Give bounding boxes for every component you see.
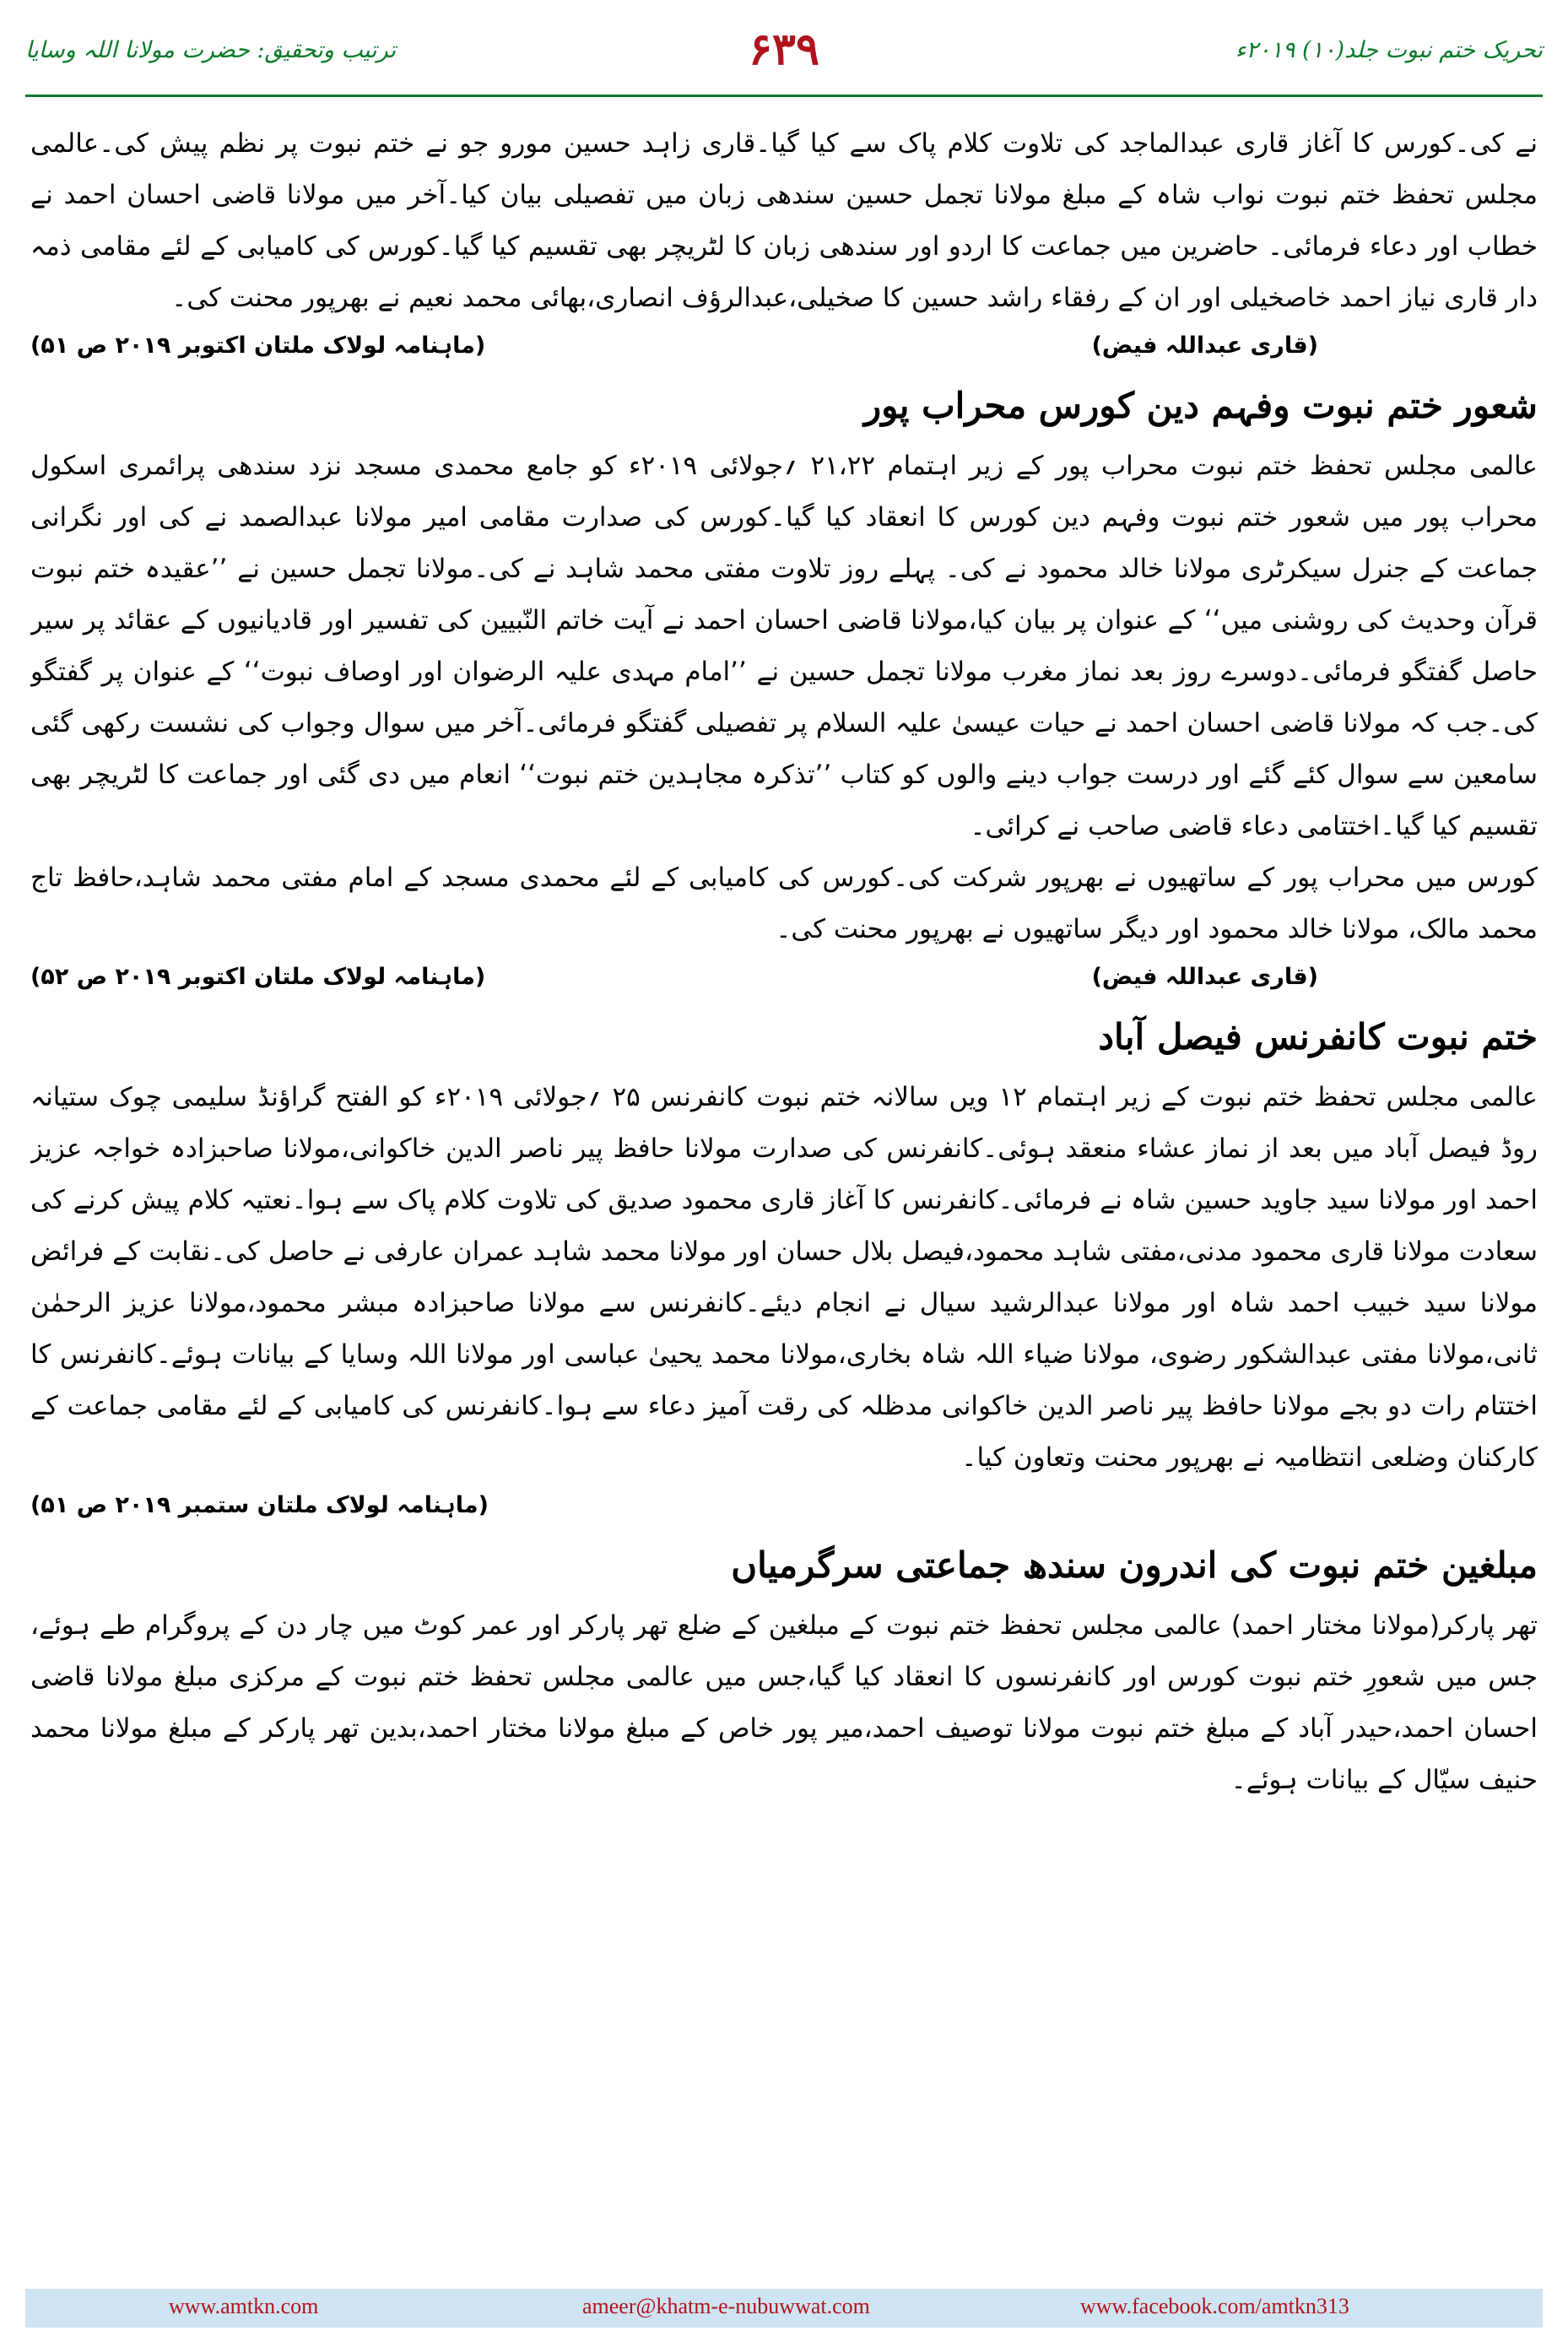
section-heading: ختم نبوت کانفرنس فیصل آباد (1098, 1016, 1538, 1057)
section-faisalabad (30, 1006, 1538, 1526)
citation-row (30, 957, 1538, 998)
compiler-credit: ترتیب وتحقیق: حضرت مولانا اللہ وسایا (25, 37, 396, 63)
email-link[interactable]: ameer@khatm-e-nubuwwat.com (582, 2294, 870, 2318)
section-heading: مبلغین ختم نبوت کی اندرون سندھ جماعتی سرگرمیاں (731, 1544, 1538, 1586)
source-citation: (ماہنامہ لولاک ملتان ستمبر ۲۰۱۹ ص ۵۱) (30, 1492, 489, 1518)
page-header (25, 24, 1543, 91)
page-body (30, 118, 1538, 2262)
paragraph: نے کی۔کورس کا آغاز قاری عبدالماجد کی تلاوت کلام پاک سے کیا گیا۔قاری زاہد حسین مورو جو نے ختم نبوت پر نظم پیش کی۔عالمی مجلس تحفظ ختم نبوت نواب شاہ کے مبلغ مولانا تجمل حسین سندھی زبان میں تفصیلی بیان کیا۔آخر میں مولانا قاضی احسان احمد نے خطاب اور دعاء فرمائی۔ حاضرین میں جماعت کا اردو اور سندھی زبان کا لٹریچر بھی تقسیم کیا گیا۔کورس کی کامیابی کے لئے مقامی ذمہ دار قاری نیاز احمد خاصخیلی اور ان کے رفقاء راشد حسین کا صخیلی،عبدالرؤف انصاری،بھائی محمد نعیم نے بھرپور محنت کی۔ (30, 128, 1538, 313)
section-heading: شعور ختم نبوت وفہم دین کورس محراب پور (863, 385, 1538, 426)
header-divider (25, 95, 1543, 97)
section-sindh (30, 1534, 1538, 1806)
section-mehrab-pur (30, 375, 1538, 998)
citation-row (30, 1485, 1538, 1526)
author-credit: (قاری عبداللہ فیض) (1091, 964, 1318, 990)
page-number: ۶۳۹ (749, 24, 819, 75)
paragraph: کورس میں محراب پور کے ساتھیوں نے بھرپور شرکت کی۔کورس کی کامیابی کے لئے محمدی مسجد کے امام مفتی محمد شاہد،حافظ تاج محمد مالک، مولانا خالد محمود اور دیگر ساتھیوں نے بھرپور محنت کی۔ (30, 863, 1538, 944)
facebook-link[interactable]: www.facebook.com/amtkn313 (1080, 2294, 1349, 2318)
paragraph: تھر پارکر(مولانا مختار احمد) عالمی مجلس تحفظ ختم نبوت کے مبلغین کے ضلع تھر پارکر اور عمر کوٹ میں چار دن کے پروگرام طے ہوئے، جس میں شعورِ ختم نبوت کورس اور کانفرنسوں کا انعقاد کیا گیا،جس میں عالمی مجلس تحفظ ختم نبوت کے مرکزی مبلغ مولانا قاضی احسان احمد،حیدر آباد کے مبلغ ختم نبوت مولانا توصیف احمد،میر پور خاص کے مبلغ مولانا مختار احمد،بدین تھر پارکر کے مبلغ مولانا محمد حنیف سیّال کے بیانات ہوئے۔ (30, 1610, 1538, 1795)
source-citation: (ماہنامہ لولاک ملتان اکتوبر ۲۰۱۹ ص ۵۲) (30, 964, 486, 990)
page-footer (25, 2289, 1543, 2328)
paragraph: عالمی مجلس تحفظ ختم نبوت کے زیر اہتمام ۱۲ ویں سالانہ ختم نبوت کانفرنس ۲۵ ؍جولائی ۲۰۱۹ء کو الفتح گراؤنڈ سلیمی چوک ستیانہ روڈ فیصل آباد میں بعد از نماز عشاء منعقد ہوئی۔کانفرنس کی صدارت مولانا حافظ پیر ناصر الدین خاکوانی،مولانا صاحبزادہ خواجہ عزیز احمد اور مولانا سید جاوید حسین شاہ نے فرمائی۔کانفرنس کا آغاز قاری محمود صدیق کی تلاوت کلام پاک سے ہوا۔نعتیہ کلام پیش کرنے کی سعادت مولانا قاری محمود مدنی،مفتی شاہد محمود،فیصل بلال حسان اور مولانا محمد شاہد عمران عارفی نے حاصل کی۔نقابت کے فرائض مولانا سید خبیب احمد شاہ اور مولانا عبدالرشید سیال نے انجام دیئے۔کانفرنس سے مولانا صاحبزادہ مبشر محمود،مولانا عزیز الرحمٰن ثانی،مولانا مفتی عبدالشکور رضوی، مولانا ضیاء اللہ شاہ بخاری،مولانا محمد یحییٰ عباسی اور مولانا اللہ وسایا کے بیانات ہوئے۔کانفرنس کا اختتام رات دو بجے مولانا حافظ پیر ناصر الدین خاکوانی مدظلہ کی رقت آمیز دعاء سے ہوا۔کانفرنس کی کامیابی کے لئے مقامی جماعت کے کارکنان وضلعی انتظامیہ نے بھرپور محنت وتعاون کیا۔ (30, 1082, 1538, 1473)
source-citation: (ماہنامہ لولاک ملتان اکتوبر ۲۰۱۹ ص ۵۱) (30, 333, 486, 359)
citation-row (30, 326, 1538, 366)
website-link[interactable]: www.amtkn.com (169, 2294, 319, 2318)
section-intro (30, 118, 1538, 366)
author-credit: (قاری عبداللہ فیض) (1091, 333, 1318, 359)
book-title: تحریک ختم نبوت جلد(۱۰) ۲۰۱۹ء (1235, 37, 1543, 63)
paragraph: عالمی مجلس تحفظ ختم نبوت محراب پور کے زیر اہتمام ۲۱،۲۲ ؍جولائی ۲۰۱۹ء کو جامع محمدی مسجد نزد سندھی پرائمری اسکول محراب پور میں شعور ختم نبوت وفہم دین کورس کا انعقاد کیا گیا۔کورس کی صدارت مقامی امیر مولانا عبدالصمد نے کی اور نگرانی جماعت کے جنرل سیکرٹری مولانا خالد محمود نے کی۔ پہلے روز تلاوت مفتی محمد شاہد نے کی۔مولانا تجمل حسین نے ’’عقیدہ ختم نبوت قرآن وحدیث کی روشنی میں‘‘ کے عنوان پر بیان کیا،مولانا قاضی احسان احمد نے آیت خاتم النّبیین کی تفسیر اور قادیانیوں کے عقائد پر سیر حاصل گفتگو فرمائی۔دوسرے روز بعد نماز مغرب مولانا تجمل حسین نے ’’امام مہدی علیہ الرضوان اور اوصاف نبوت‘‘ کے عنوان پر گفتگو کی۔جب کہ مولانا قاضی احسان احمد نے حیات عیسیٰ علیہ السلام پر تفصیلی گفتگو فرمائی۔آخر میں سوال وجواب کی نشست رکھی گئی سامعین سے سوال کئے گئے اور درست جواب دینے والوں کو کتاب ’’تذکرہ مجاہدین ختم نبوت‘‘ انعام میں دی گئی اور جماعت کا لٹریچر بھی تقسیم کیا گیا۔اختتامی دعاء قاضی صاحب نے کرائی۔ (30, 451, 1538, 841)
